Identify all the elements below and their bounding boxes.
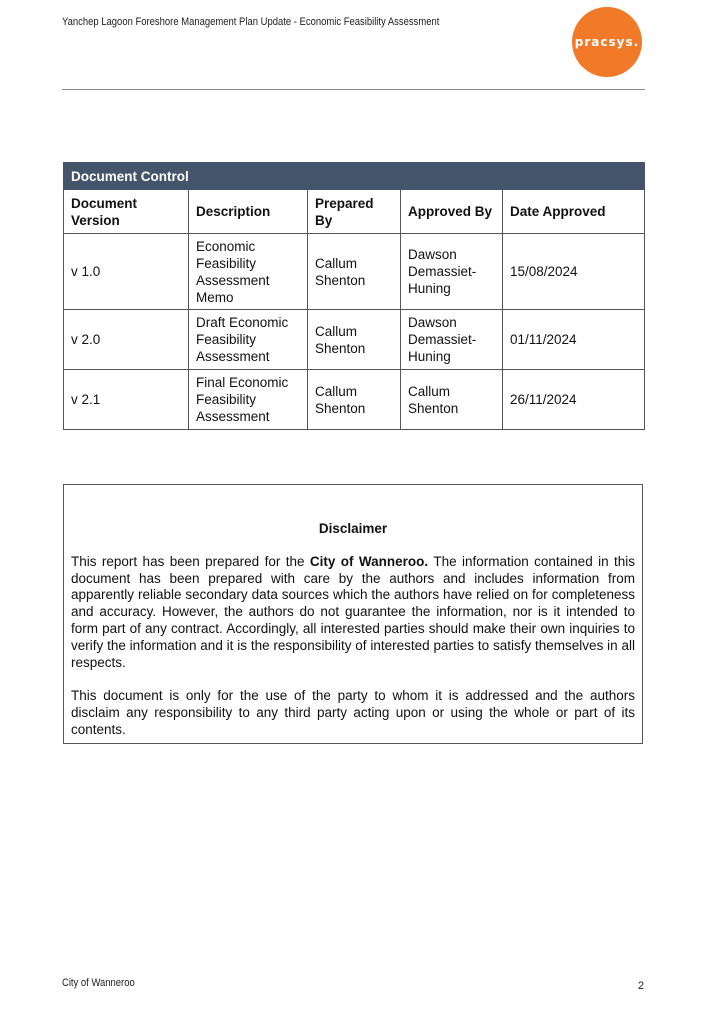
column-header-approved-by: Approved By [401, 190, 503, 234]
disclaimer-heading: Disclaimer [318, 521, 388, 536]
footer-client: City of Wanneroo [62, 977, 135, 989]
document-control-table [63, 162, 645, 430]
cell-approved-by: Dawson Demassiet-Huning [401, 234, 503, 310]
cell-version: v 2.1 [64, 370, 189, 430]
column-header-description: Description [189, 190, 308, 234]
cell-date-approved: 01/11/2024 [503, 310, 645, 370]
column-header-prepared-by: Prepared By [308, 190, 401, 234]
header-divider [62, 89, 645, 90]
cell-approved-by: Callum Shenton [401, 370, 503, 430]
cell-description: Final Economic Feasibility Assessment [189, 370, 308, 430]
page-number: 2 [638, 980, 645, 992]
cell-date-approved: 26/11/2024 [503, 370, 645, 430]
table-title: Document Control [64, 163, 645, 190]
cell-version: v 2.0 [64, 310, 189, 370]
pracsys-logo [572, 7, 642, 77]
running-header-title: Yanchep Lagoon Foreshore Management Plan Update - Economic Feasibility Assessment [62, 16, 440, 28]
table-header-row [64, 190, 645, 234]
cell-version: v 1.0 [64, 234, 189, 310]
disclaimer-box [63, 484, 643, 744]
disclaimer-paragraph-1 [71, 554, 635, 672]
cell-date-approved: 15/08/2024 [503, 234, 645, 310]
cell-prepared-by: Callum Shenton [308, 234, 401, 310]
disclaimer-text: The information contained in this document has been prepared with care by the authors and includes information from apparently reliable secondary data sources which the authors have relied on for completeness and accuracy. However, the authors do not guarantee the information, nor is it intended to form part of any contract. Accordingly, all interested parties should make their own inquiries to verify the information and it is the responsibility of interested parties to satisfy themselves in all respects. [71, 553, 635, 670]
column-header-date-approved: Date Approved [503, 190, 645, 234]
table-title-row [64, 163, 645, 190]
cell-approved-by: Dawson Demassiet-Huning [401, 310, 503, 370]
cell-prepared-by: Callum Shenton [308, 370, 401, 430]
cell-prepared-by: Callum Shenton [308, 310, 401, 370]
logo-text: pracsys. [574, 35, 640, 49]
column-header-version: Document Version [64, 190, 189, 234]
disclaimer-text: This report has been prepared for the [71, 553, 310, 569]
cell-description: Economic Feasibility Assessment Memo [189, 234, 308, 310]
table-row [64, 370, 645, 430]
table-row [64, 310, 645, 370]
cell-description: Draft Economic Feasibility Assessment [189, 310, 308, 370]
table-row [64, 234, 645, 310]
disclaimer-paragraph-2: This document is only for the use of the party to whom it is addressed and the authors disclaim any responsibility to any third party acting upon or using the whole or part of its contents. [71, 688, 635, 737]
client-name: City of Wanneroo. [309, 553, 429, 569]
